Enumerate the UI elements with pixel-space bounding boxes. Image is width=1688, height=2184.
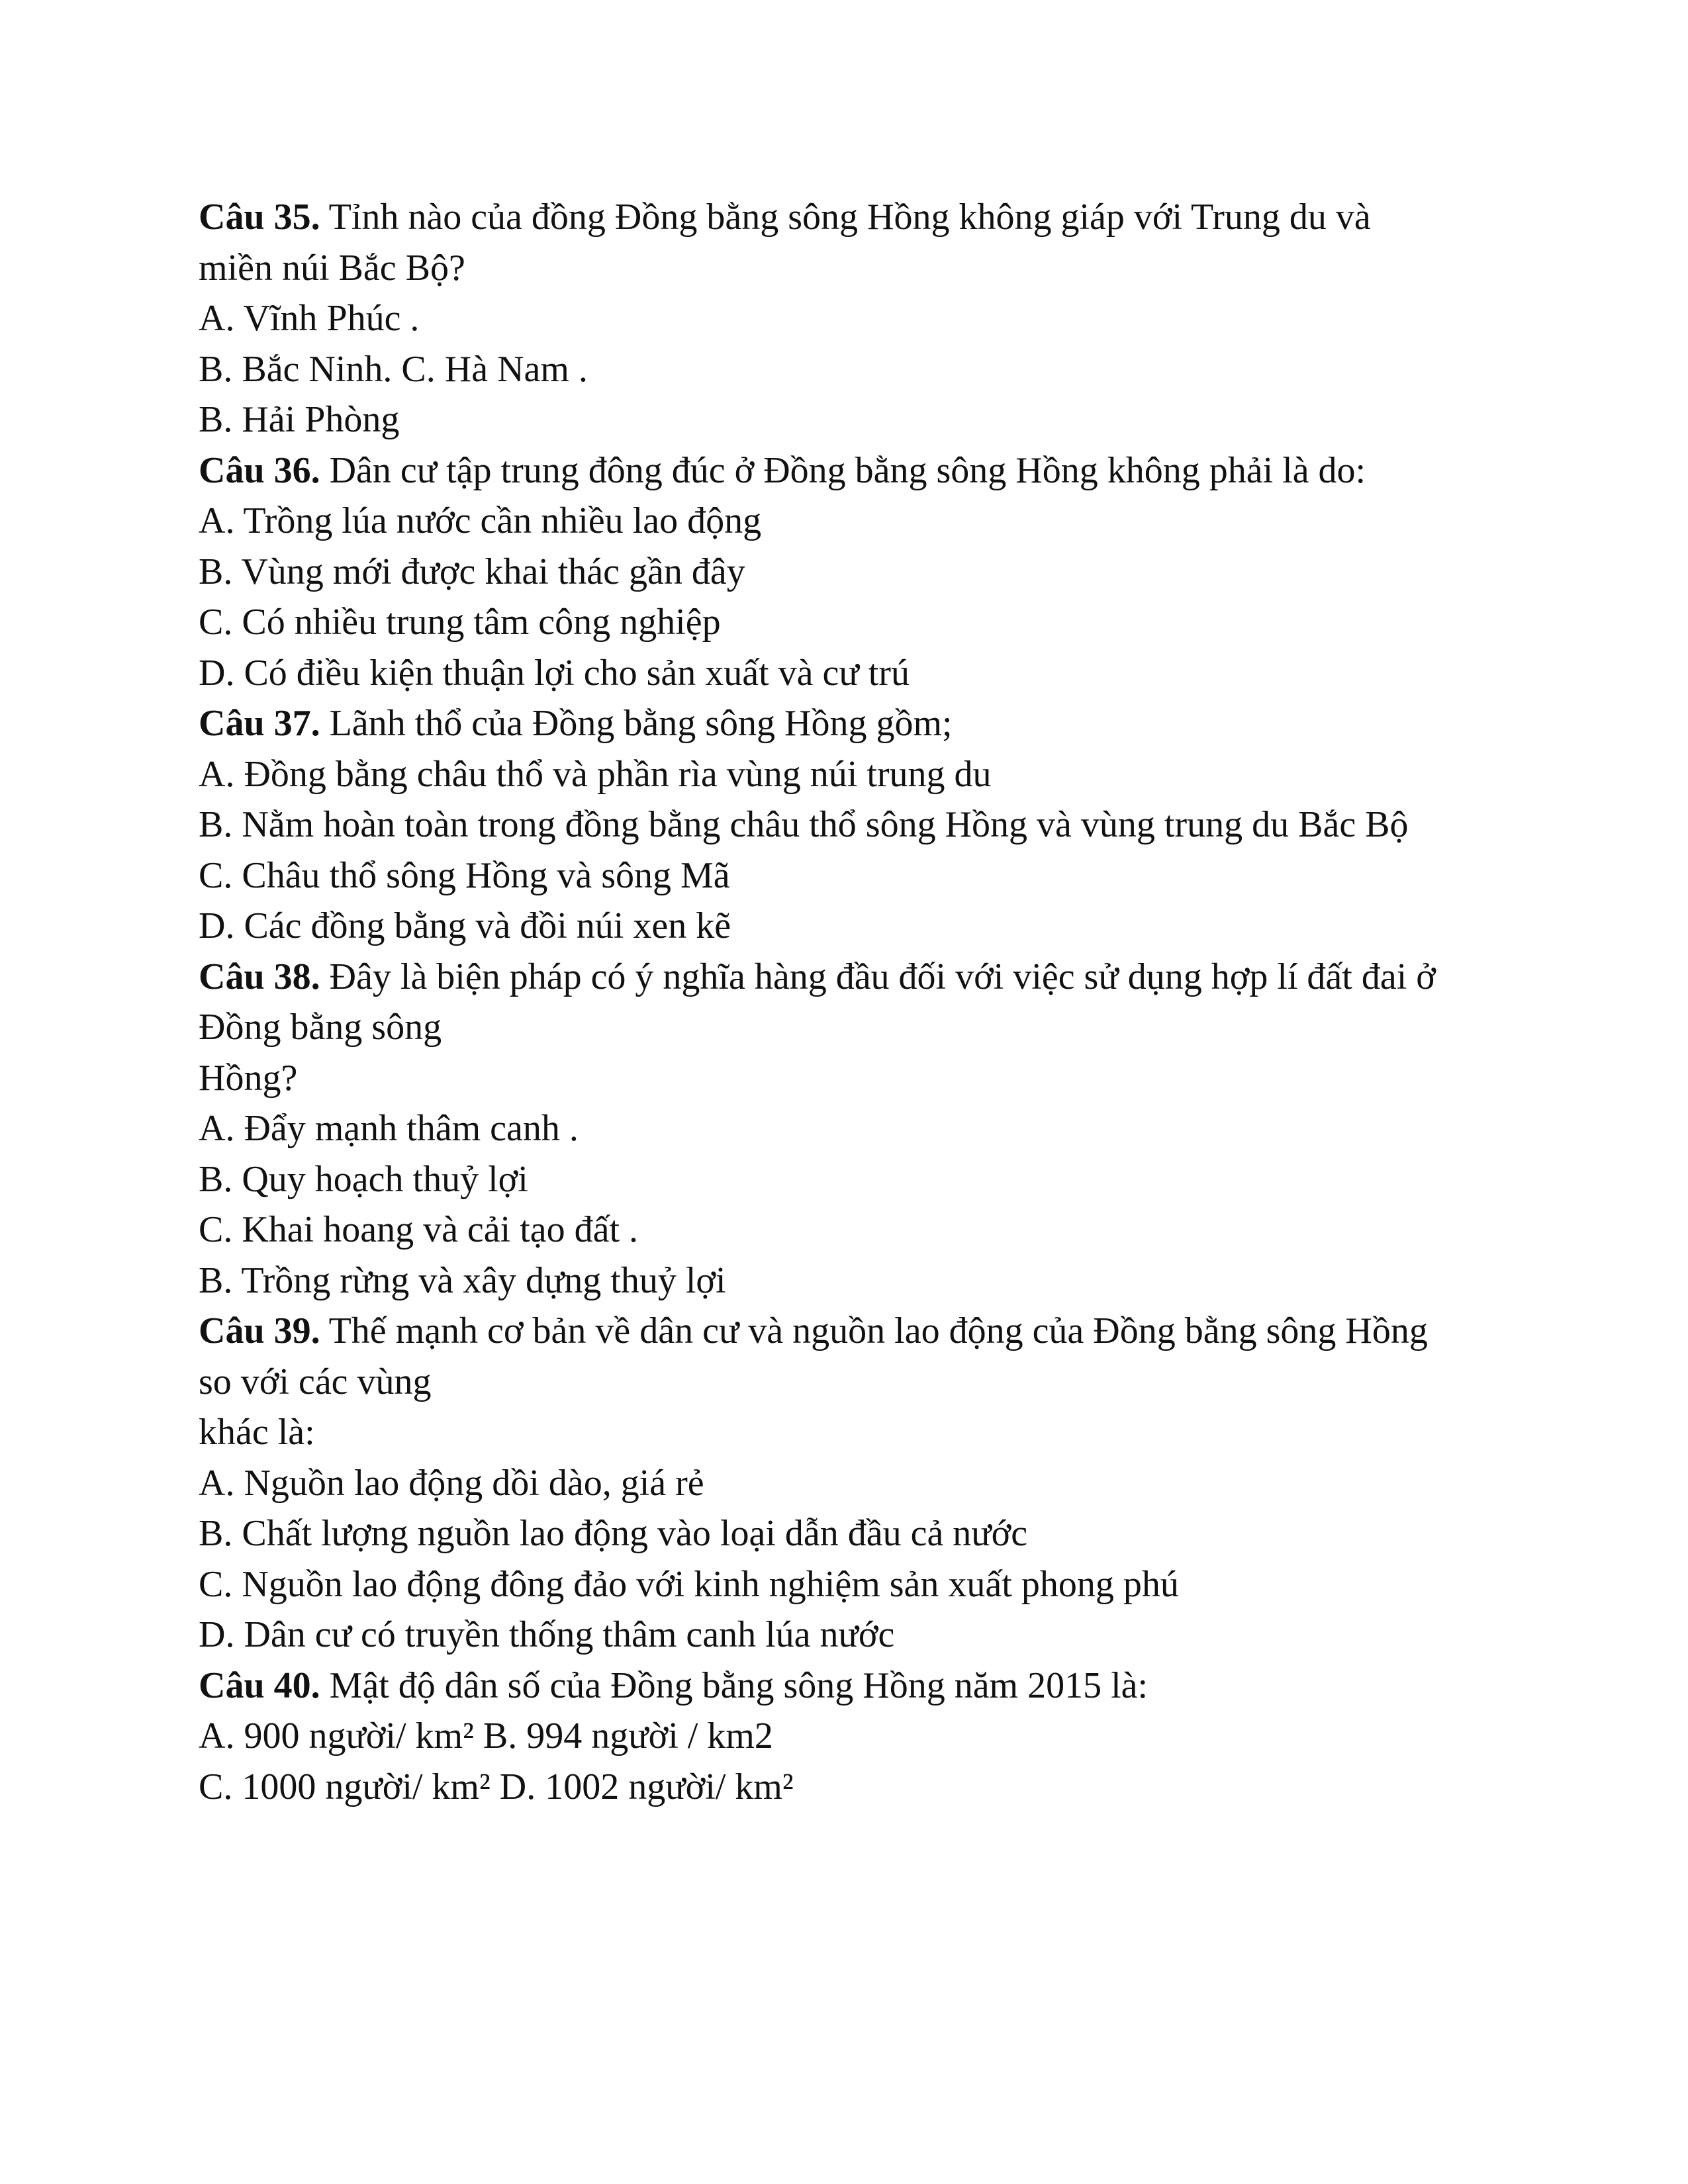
question-stem-line (199, 192, 1523, 243)
document-page (199, 192, 1523, 1812)
question-text: Dân cư tập trung đông đúc ở Đồng bằng sông Hồng không phải là do: (320, 449, 1366, 491)
question-37 (199, 698, 1523, 952)
question-stem-line: miền núi Bắc Bộ? (199, 247, 465, 289)
answer-option: C. Nguồn lao động đông đảo với kinh nghiệm sản xuất phong phú (199, 1563, 1179, 1605)
answer-option: D. Có điều kiện thuận lợi cho sản xuất và cư trú (199, 652, 910, 694)
question-text: Tỉnh nào của đồng Đồng bằng sông Hồng không giáp với Trung du và (320, 197, 1371, 238)
question-text: Mật độ dân số của Đồng bằng sông Hồng năm 2015 là: (320, 1664, 1149, 1706)
answer-option: A. Vĩnh Phúc . (199, 298, 420, 339)
question-label: Câu 37. (199, 703, 320, 744)
question-stem-line (199, 1661, 1523, 1711)
answer-option: C. Khai hoang và cải tạo đất . (199, 1209, 639, 1250)
question-label: Câu 40. (199, 1664, 320, 1706)
question-text: Thế mạnh cơ bản về dân cư và nguồn lao động của Đồng bằng sông Hồng (320, 1310, 1428, 1351)
answer-option: A. Đẩy mạnh thâm canh . (199, 1108, 579, 1149)
question-label: Câu 36. (199, 449, 320, 491)
question-label: Câu 38. (199, 956, 320, 997)
answer-option: C. 1000 người/ km² D. 1002 người/ km² (199, 1766, 794, 1807)
question-text: Đây là biện pháp có ý nghĩa hàng đầu đối với việc sử dụng hợp lí đất đai ở (320, 956, 1436, 997)
question-36 (199, 445, 1523, 699)
answer-option: B. Hải Phòng (199, 399, 400, 440)
answer-option: C. Có nhiều trung tâm công nghiệp (199, 602, 721, 643)
answer-option: A. Trồng lúa nước cần nhiều lao động (199, 500, 762, 541)
question-40 (199, 1661, 1523, 1813)
answer-option: B. Bắc Ninh. C. Hà Nam . (199, 348, 588, 390)
answer-option: B. Vùng mới được khai thác gần đây (199, 551, 745, 592)
question-text: Lãnh thổ của Đồng bằng sông Hồng gồm; (320, 703, 953, 744)
question-38 (199, 952, 1523, 1306)
answer-option: A. 900 người/ km² B. 994 người / km2 (199, 1715, 773, 1756)
question-stem-line: Hồng? (199, 1057, 298, 1099)
question-stem-line: Đồng bằng sông (199, 1007, 442, 1048)
answer-option: C. Châu thổ sông Hồng và sông Mã (199, 854, 730, 896)
question-stem-line (199, 1306, 1523, 1357)
answer-option: B. Quy hoạch thuỷ lợi (199, 1158, 528, 1200)
question-stem-line: so với các vùng (199, 1361, 432, 1402)
question-stem-line: khác là: (199, 1412, 315, 1453)
question-35 (199, 192, 1523, 445)
question-stem-line (199, 445, 1523, 496)
answer-option: A. Nguồn lao động dồi dào, giá rẻ (199, 1462, 704, 1504)
question-stem-line (199, 952, 1523, 1003)
answer-option: D. Dân cư có truyền thống thâm canh lúa nước (199, 1614, 895, 1655)
question-label: Câu 35. (199, 197, 320, 238)
answer-option: B. Chất lượng nguồn lao động vào loại dẫn đầu cả nước (199, 1513, 1028, 1554)
answer-option: B. Nằm hoàn toàn trong đồng bằng châu thổ sông Hồng và vùng trung du Bắc Bộ (199, 804, 1409, 845)
question-39 (199, 1306, 1523, 1661)
answer-option: D. Các đồng bằng và đồi núi xen kẽ (199, 905, 731, 946)
answer-option: A. Đồng bằng châu thổ và phần rìa vùng núi trung du (199, 753, 992, 795)
question-label: Câu 39. (199, 1310, 320, 1351)
answer-option: B. Trồng rừng và xây dựng thuỷ lợi (199, 1259, 726, 1301)
question-stem-line (199, 698, 1523, 749)
